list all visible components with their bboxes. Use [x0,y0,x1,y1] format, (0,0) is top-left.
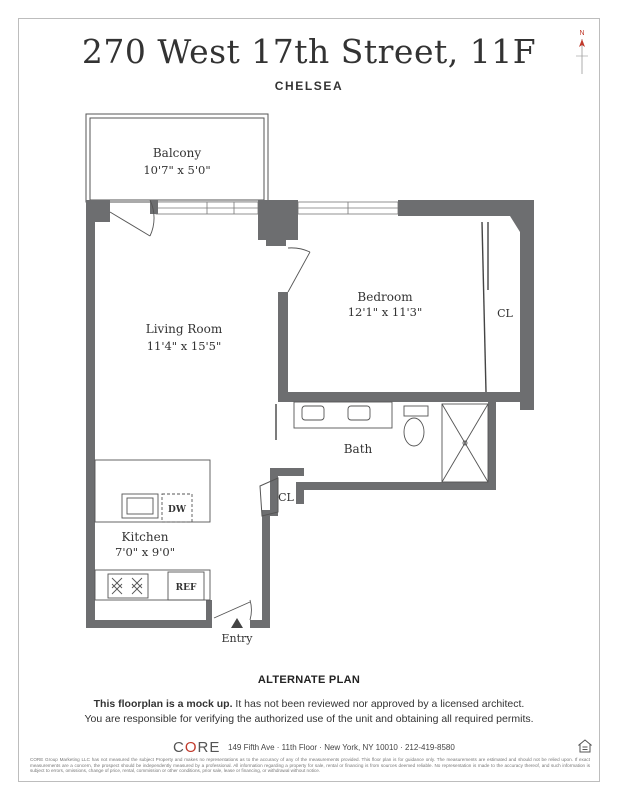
equal-housing-icon [578,739,592,753]
plan-type-label: ALTERNATE PLAN [257,674,361,686]
walls [86,200,534,628]
neighborhood-label: CHELSEA [274,79,344,93]
bath-fixtures [294,402,488,482]
balcony-dims: 10'7" x 5'0" [143,163,211,177]
refrigerator-label: REF [175,583,197,593]
core-logo[interactable] [173,739,220,756]
logo-c: C [173,739,185,756]
kitchen-dims: 7'0" x 9'0" [115,545,175,559]
logo-o: O [184,739,198,756]
living-room-label: Living Room [145,322,223,336]
disclaimer-line-1-rest: It has not been reviewed nor approved by a licensed architect. [232,698,525,710]
bedroom-label: Bedroom [357,290,413,304]
logo-re: RE [197,739,221,756]
legal-disclaimer: CORE Group Marketing LLC has not measured the subject Property and makes no representations as to the accuracy of any of the measurements provided. This floor plan is for guidance only. The measurements are estimated and should not be relied upon. If exact measurements are a concern, the prospect should be independently measured by a professional. All information regarding a property for sale, rental or financing is from sources deemed reliable. No representation is made to the accuracy thereof, and such information is subject to errors, omissions, change of price, rental, commission or other conditions, prior sale, lease or financing, or withdrawal without notice. [30,757,590,774]
living-room-dims: 11'4" x 15'5" [146,339,222,353]
compass-label: N [579,30,585,37]
entry-label: Entry [221,632,253,645]
disclaimer-line-2: You are responsible for verifying the authorized use of the unit and obtaining all required permits. [84,713,534,725]
balcony-label: Balcony [152,146,202,160]
bath-label: Bath [343,442,373,456]
company-address: 149 Fifth Ave · 11th Floor · New York, NY 10010 · 212-419-8580 [228,743,455,752]
bedroom-closet-label: CL [497,307,513,320]
page-title: 270 West 17th Street, 11F [81,32,537,71]
dishwasher-label: DW [168,505,186,515]
disclaimer-bold: This floorplan is a mock up. [93,698,233,710]
entry-arrow-icon [231,618,243,628]
bedroom-dims: 12'1" x 11'3" [347,305,423,319]
hall-closet-label: CL [278,491,294,504]
disclaimer-line-1 [0,697,618,712]
kitchen-label: Kitchen [121,530,169,544]
disclaimer [0,697,618,727]
footer [0,739,618,755]
